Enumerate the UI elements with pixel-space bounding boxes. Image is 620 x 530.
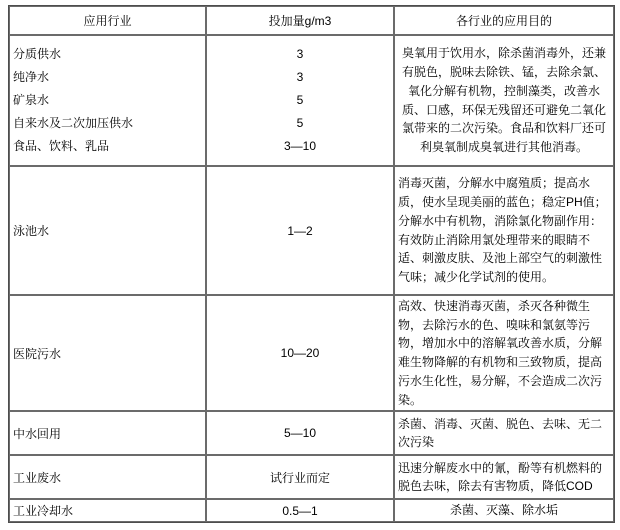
table-row-pool-water: [9, 166, 614, 295]
dosage-cell: 5—10: [206, 411, 394, 455]
column-header-industry: 应用行业: [9, 6, 206, 35]
ozone-application-table: [8, 5, 615, 523]
table-row-reclaimed-water: [9, 411, 614, 455]
dosage-cell: 0.5—1: [206, 499, 394, 522]
industry-cell: 医院污水: [9, 295, 206, 411]
dosage-line: 5: [296, 116, 304, 130]
dosage-cell: 1—2: [206, 166, 394, 295]
industry-line: 矿泉水: [13, 93, 50, 107]
dosage-cell: 10—20: [206, 295, 394, 411]
purpose-cell: 杀菌、灭藻、除水垢: [394, 499, 614, 522]
dosage-line: 3—10: [283, 139, 317, 153]
purpose-cell: 臭氧用于饮用水，除杀菌消毒外，还兼有脱色，脱味去除铁、锰，去除余氯、氧化分解有机物，控制藻类，改善水质、口感，环保无残留还可避免二氧化氯带来的二次污染。食品和饮料厂还可利臭氧制成臭氧进行其他消毒。: [394, 35, 614, 166]
industry-cell: 工业废水: [9, 455, 206, 499]
purpose-cell: 高效、快速消毒灭菌，杀灭各种微生物，去除污水的色、嗅味和氯氨等污物，增加水中的溶解氧改善水质，分解难生物降解的有机物和三致物质，提高污水生化性，易分解，不会造成二次污染。: [394, 295, 614, 411]
industry-line: 纯净水: [13, 70, 50, 84]
table-header-row: [9, 6, 614, 35]
industry-line: 分质供水: [13, 47, 62, 61]
industry-cell: 工业冷却水: [9, 499, 206, 522]
dosage-line: 3: [296, 47, 304, 61]
dosage-line: 5: [296, 93, 304, 107]
column-header-purpose: 各行业的应用目的: [394, 6, 614, 35]
industry-cell: [9, 35, 206, 166]
purpose-cell: 迅速分解废水中的氰，酚等有机燃料的脱色去味，除去有害物质，降低COD: [394, 455, 614, 499]
dosage-line: 3: [296, 70, 304, 84]
purpose-cell: 杀菌、消毒、灭菌、脱色、去味、无二次污染: [394, 411, 614, 455]
table-row-water-supply: [9, 35, 614, 166]
industry-cell: 泳池水: [9, 166, 206, 295]
industry-line: 自来水及二次加压供水: [13, 116, 134, 130]
table-row-industrial-cooling-water: [9, 499, 614, 522]
column-header-dosage: 投加量g/m3: [206, 6, 394, 35]
table-row-industrial-wastewater: [9, 455, 614, 499]
industry-line: 食品、饮料、乳品: [13, 139, 110, 153]
purpose-cell: 消毒灭菌，分解水中腐殖质；提高水质，使水呈现美丽的蓝色；稳定PH值；分解水中有机物，消除氯化物副作用：有效防止消除用氯处理带来的眼睛不适、刺激皮肤、及池上部空气的刺激性气味；减少化学试剂的使用。: [394, 166, 614, 295]
industry-cell: 中水回用: [9, 411, 206, 455]
table-row-hospital-sewage: [9, 295, 614, 411]
dosage-cell: [206, 35, 394, 166]
dosage-cell: 试行业而定: [206, 455, 394, 499]
